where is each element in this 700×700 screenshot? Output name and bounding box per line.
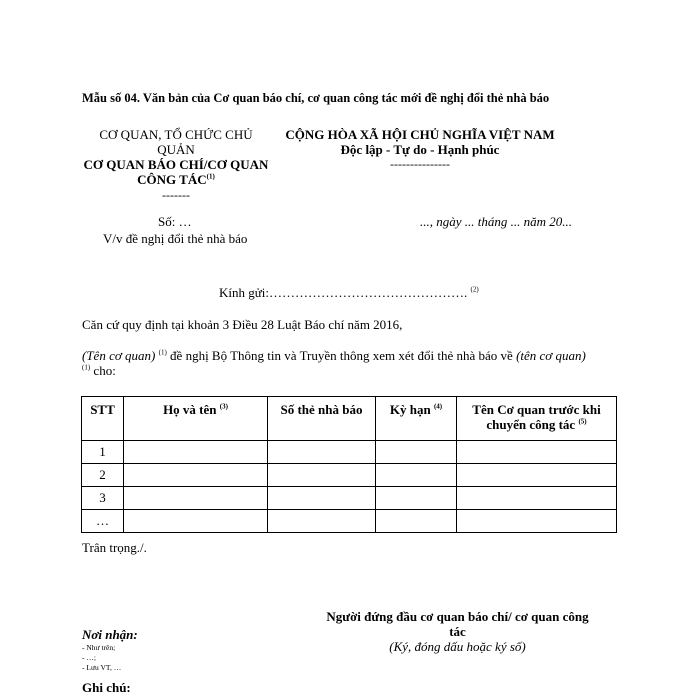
national-motto: Độc lập - Tự do - Hạnh phúc — [340, 142, 500, 157]
request-paragraph — [82, 348, 622, 378]
header-cell: Họ và tên $^{(3)}$ — [124, 397, 268, 441]
form-title: Mẫu số 04. Văn bản của Cơ quan báo chí, cơ quan công tác mới đề nghị đổi thẻ nhà báo — [82, 91, 550, 105]
agency-placeholder-2: (tên cơ quan) — [516, 348, 586, 363]
notes-label: Ghi chú: — [82, 680, 131, 695]
parent-agency: CƠ QUAN, TỔ CHỨC CHỦ QUẢN — [99, 127, 253, 157]
national-header — [270, 127, 570, 172]
table-cell — [124, 464, 268, 487]
request-body: đề nghị Bộ Thông tin và Truyền thông xem xét đổi thẻ nhà báo về — [166, 348, 517, 363]
press-agency-label: CƠ QUAN BÁO CHÍ/CƠ QUAN CÔNG TÁC — [83, 157, 269, 187]
table-cell — [376, 441, 457, 464]
recipient-text: Kính gửi:………………………………………. — [219, 285, 468, 300]
signature-block — [325, 609, 590, 654]
table-header-row — [82, 397, 617, 441]
request-note-1: (1) — [158, 348, 167, 357]
table-cell — [268, 510, 376, 533]
recipient-item: - Như trên; — [82, 643, 116, 652]
table-cell — [376, 510, 457, 533]
table-cell — [124, 487, 268, 510]
right-separator: --------------- — [390, 157, 450, 171]
document-subject: V/v đề nghị đổi thẻ nhà báo — [103, 231, 248, 246]
table-row — [82, 464, 617, 487]
legal-basis: Căn cứ quy định tại khoản 3 Điều 28 Luật Báo chí năm 2016, — [82, 317, 403, 332]
table-cell — [268, 464, 376, 487]
table-cell — [376, 487, 457, 510]
press-agency — [80, 157, 272, 187]
table-cell — [457, 510, 617, 533]
request-note-2: (1) — [82, 363, 91, 372]
agency-placeholder: (Tên cơ quan) — [82, 348, 156, 363]
issuing-agency-header — [80, 127, 272, 203]
table-row — [82, 487, 617, 510]
left-separator: ------- — [162, 188, 190, 202]
table-cell — [268, 441, 376, 464]
request-tail: cho: — [90, 363, 116, 378]
recipients-label: Nơi nhận: — [82, 627, 138, 642]
table-cell — [376, 464, 457, 487]
table-row — [82, 441, 617, 464]
table-cell — [457, 464, 617, 487]
table-cell — [124, 441, 268, 464]
header-cell: STT — [82, 397, 124, 441]
signer-note: (Ký, đóng dấu hoặc ký số) — [389, 639, 526, 654]
document-number: Số: … — [158, 214, 192, 229]
table-cell — [124, 510, 268, 533]
date-line: ..., ngày ... tháng ... năm 20... — [420, 214, 573, 229]
table-row — [82, 510, 617, 533]
table-cell — [457, 441, 617, 464]
recipients-block — [82, 627, 138, 673]
table-cell: 1 — [82, 441, 124, 464]
table-cell: 3 — [82, 487, 124, 510]
closing-text: Trân trọng./. — [82, 540, 147, 555]
header-cell: Kỳ hạn $^{(4)}$ — [376, 397, 457, 441]
header-cell: Tên Cơ quan trước khi chuyển công tác $^{(5)}$ — [457, 397, 617, 441]
table-cell — [268, 487, 376, 510]
header-cell: Số thẻ nhà báo — [268, 397, 376, 441]
recipient-note: (2) — [470, 285, 479, 294]
table-cell — [457, 487, 617, 510]
recipient-item: - …; — [82, 653, 96, 662]
recipient-line — [219, 285, 479, 301]
signer-title: Người đứng đầu cơ quan báo chí/ cơ quan công tác — [326, 609, 589, 639]
nation-name: CỘNG HÒA XÃ HỘI CHỦ NGHĨA VIỆT NAM — [285, 127, 555, 142]
recipient-item: - Lưu VT, … — [82, 663, 122, 672]
table-cell: … — [82, 510, 124, 533]
journalist-table — [81, 396, 617, 533]
press-agency-note: (1) — [206, 172, 215, 181]
table-cell: 2 — [82, 464, 124, 487]
